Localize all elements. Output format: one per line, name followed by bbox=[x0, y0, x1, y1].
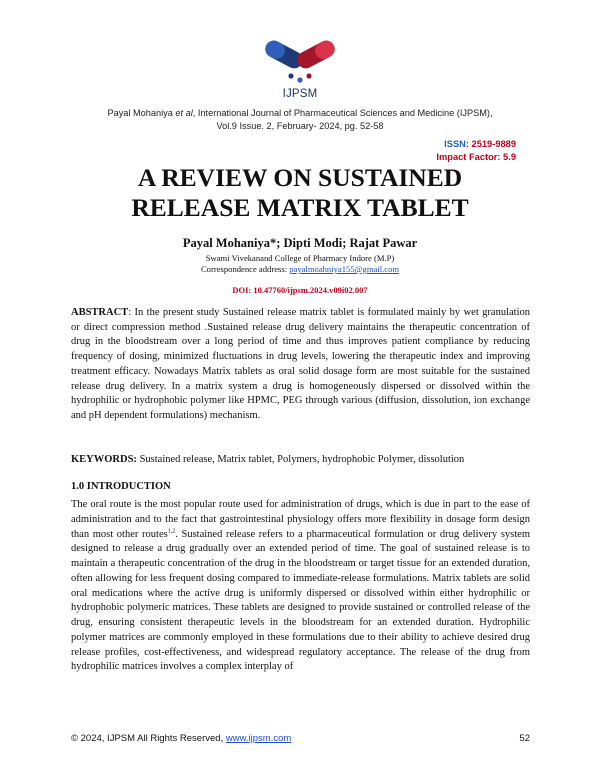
correspondence-email-link[interactable]: payalmoahniya155@gmail.com bbox=[289, 264, 400, 274]
abstract-label: ABSTRACT bbox=[71, 307, 129, 318]
keywords-label: KEYWORDS: bbox=[71, 454, 137, 465]
citation-etal: et al bbox=[175, 108, 193, 118]
keywords-paragraph bbox=[71, 453, 530, 467]
doi: DOI: 10.47760/ijpsm.2024.v09i02.007 bbox=[232, 285, 368, 295]
issn-block bbox=[436, 138, 516, 164]
issn-label: ISSN bbox=[444, 139, 466, 149]
title-line-2: RELEASE MATRIX TABLET bbox=[131, 193, 469, 222]
logo-text: IJPSM bbox=[282, 88, 318, 100]
impact-factor: Impact Factor: 5.9 bbox=[436, 152, 516, 162]
keywords-text: Sustained release, Matrix tablet, Polymers, hydrophobic Polymer, dissolution bbox=[136, 454, 465, 465]
intro-text-part1: The oral route is the most popular route used for administration of drugs, which is due in part to the ease of administration and to the fact that gastrointestinal physiology offers more flexibility in dosage form design than most other routes bbox=[71, 499, 530, 540]
journal-citation bbox=[0, 107, 600, 132]
ijpsm-capsule-logo bbox=[258, 40, 342, 112]
red-capsule-icon bbox=[294, 40, 337, 71]
introduction-paragraph bbox=[71, 498, 530, 675]
affiliation: Swami Vivekanand College of Pharmacy Indore (M.P) bbox=[205, 253, 395, 263]
title-line-1: A REVIEW ON SUSTAINED bbox=[137, 163, 463, 192]
affiliation-block bbox=[0, 253, 600, 275]
footer-website-link[interactable]: www.ijpsm.com bbox=[225, 733, 292, 744]
footer-copyright: © 2024, IJPSM All Rights Reserved, bbox=[71, 733, 226, 744]
intro-text-part2: . Sustained release refers to a pharmaceutical formulation or drug delivery system designed to release a drug gradually over an extended period of time. The goal of sustained release is to maintain a therapeutic concentration of the drug in the bloodstream or target tissue for an extended duration, often allowing for less frequent dosing compared to immediate-release formulations. Matrix tablets are solid oral medications where the active drug is uniformly dispersed or dissolved within either hydrophilic or hydrophobic polymeric matrices. These tablets are designed to provide sustained or controlled release of the drug, ensuring consistent therapeutic levels in the bloodstream for an extended duration. Hydrophilic polymer matrices are commonly employed in these formulations due to their ability to achieve desired drug release profiles, cost-effectiveness, and widespread regulatory acceptance. The release of the drug from hydrophilic matrices involves a complex interplay of bbox=[71, 528, 530, 673]
page-footer bbox=[71, 733, 530, 744]
citation-rest: , International Journal of Pharmaceutical Sciences and Medicine (IJPSM), bbox=[192, 108, 493, 118]
article-title bbox=[0, 163, 600, 223]
issn-value: : 2519-9889 bbox=[465, 139, 516, 149]
correspondence-label: Correspondence address: bbox=[200, 264, 290, 274]
citation-author: Payal Mohaniya bbox=[107, 108, 173, 118]
section-heading-introduction: 1.0 INTRODUCTION bbox=[71, 481, 171, 492]
citation-superscript: 1,2 bbox=[167, 528, 176, 534]
page-number: 52 bbox=[519, 733, 530, 744]
author-list: Payal Mohaniya*; Dipti Modi; Rajat Pawar bbox=[182, 236, 418, 250]
abstract-paragraph bbox=[71, 306, 530, 424]
abstract-text: : In the present study Sustained release matrix tablet is formulated mainly by wet granulation or direct compression method .Sustained release drug delivery maintains the therapeutic concentration of drug in the bloodstream over a long period of time and thus improves patient compliance by reducing frequency of dosing, minimized fluctuations in drug levels, lowering the therapeutic index and improving treatment efficacy. Nowadays Matrix tablets as oral solid dosage form are most suitable for the sustained release drug delivery. In a matrix system a drug is homogeneously dispersed or dissolved within the hydrophilic or hydrophobic polymer like HPMC, PEG through various (diffusion, dissolution, ion exchange and pH dependent formulations) mechanism. bbox=[71, 307, 530, 421]
citation-volume: Vol.9 Issue. 2, February- 2024, pg. 52-58 bbox=[216, 120, 384, 131]
